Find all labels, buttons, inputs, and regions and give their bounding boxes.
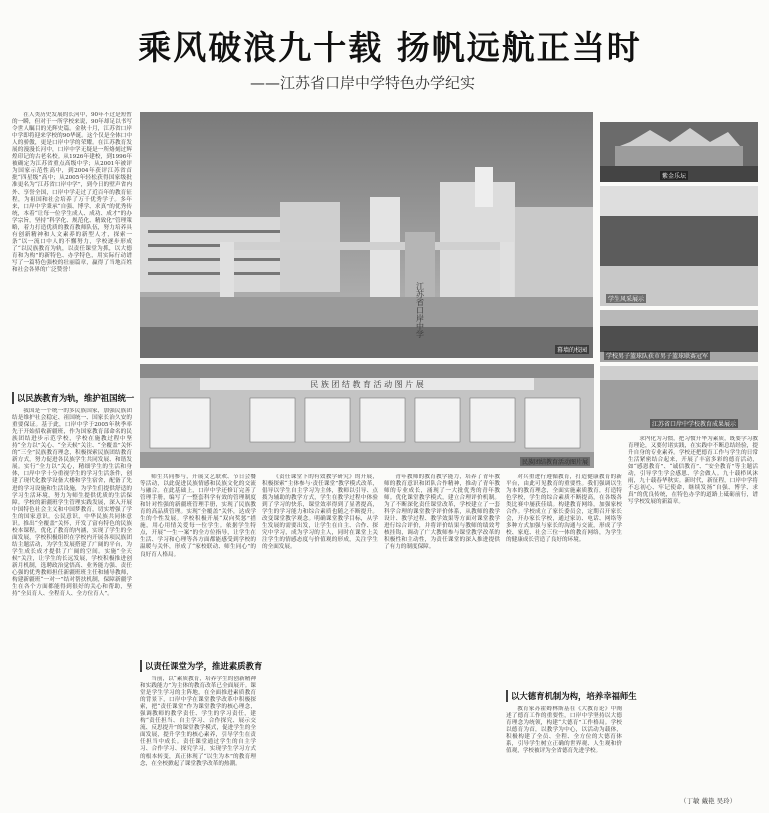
basketball-photo-caption: 学校男子篮球队获市男子篮球联赛冠军 [606, 353, 709, 360]
intro-text-column [12, 112, 132, 380]
body-column-5 [506, 474, 622, 684]
section-paragraph: 当前，以“素质教育，培养学生的创新精神和实践能力”为主体的教育改革已全面展开。课堂是学生学习的主阵地，在全面推进素质教育的背景下，口岸中学在课堂教学改革中积极探索，把“责任课堂”作为课堂教学的核心理念，强调教师的教学责任、学生的学习责任，建构“责任担当、自主学习、合作探究、展示交流、反思提升”的课堂教学模式，促进学生的全面发展，提升学生的核心素养，引导学生在责任担当中成长。责任课堂通过学生的自主学习、合作学习、探究学习，实现学生学习方式的根本转变，真正体现了“以生为本”的教育理念，在全校掀起了课堂教学改革的热潮。 [140, 676, 256, 767]
students-photo [600, 186, 758, 306]
body-paragraph: 求内化为习惯，把习惯升华为素质，既要学习教育理论，又要付诸实践，在实践中不断总结经验，提升自身的专业素养。学校还把德育工作与学生的日常生活紧密结合起来，开展了丰富多彩的德育活动，如“感恩教育”、“诚信教育”、“安全教育”等主题活动，引导学生学会感恩、学会做人。九十载栉风沐雨，九十载春华秋实。新时代，新征程，口岸中学将不忘初心、牢记使命，继续发扬“自强、博学、求真”的优良传统，在特色办学的道路上砥砺前行，谱写学校发展的新篇章。 [628, 436, 758, 506]
achievement-photo-caption: 江苏省口岸中学校教育成果展示 [652, 421, 737, 428]
section-paragraph: 我国是一个统一的多民族国家，加强民族团结是维护社会稳定、祖国统一、国家长治久安的重要保证。基于此，口岸中学于2005年秋季率先于开始招收新疆班，作为国家教育部命名的民族团结进步示范学校，学校在施教过程中坚持“全力以”关心、“全天候”关注、“全覆盖”关怀的“三全”民族教育理念，积极探索民族团结教育新方式，努力促进各民族学生共同发展、和谐发展。实行“全力以”关心，精细学生的生活和身体，口岸中学十分重视学生的学习生活条件，创建了现代化教学设备大楼和学生宿舍，配备了先进的学习设施和生活设施，为学生们提供舒适的学习生活环境，努力为师生提供优质的生活保障。学校的新疆班学生管理实践发展，深入开展中国特色社会主义和中国梦教育，切实增强了学生的国家意识。公民意识，中华民族共同体意识。推出“全覆盖”关怀，开发了富有特色的民族校本课程，优化了教育的内涵，实现了学生的全面发展，学校积极组织在学校内开展各项民族团结主题活动，为学生发展搭建了广阔的平台，为学生成长成才提供了广阔的空间。实施“全天候”关注，让学生的长远发展，学校积极推进创新月机制，选聘政治觉悟高、业务能力强、责任心强的优秀教师担任新疆班班主任和辅导教师，构建新疆班“一对一”结对帮扶机制，保障新疆学生在各个方面都能得到很好的关心和帮助，坚持“全员育人、全程育人、全方位育人”。 [12, 408, 132, 598]
students-photo-caption: 学生风采展示 [608, 296, 645, 303]
achievement-photo [600, 366, 758, 430]
section-heading-moral-education: 以大德育机制为构，培养幸福师生 [506, 690, 637, 702]
intro-paragraph: 在人类历史发展的长河中，90年不过是短暂的一瞬，但对于一所学校来说，90年却足以书写令世人瞩目的光辉史篇。金秋十月，江苏省口岸中学即将迎来学校的90华诞。这个仅是全体口中人的骄傲，更是口岸中学的荣耀。在江苏教育发展的漫漫长河中，口岸中学无疑是一所烙刻过辉煌印记的古老名校。从1926年建校，到1996年被确定为江苏省重点高级中学；从2001年被评为国家示范性高中，到2004年获评江苏省首批“四星级”高中；从2005年轻松获得国家级批准更名为“江苏省口岸中学”，到今日的壁声省内外、享誉全国，口岸中学走过了近百年的教育征程，为祖国和社会培养了万千优秀学子。多年来，口岸中学秉承“自强、博学、求真”的优秀传统，本着“让每一位学生成人、成功、成才”的办学宗旨，坚持“科学化、规范化、精致化”管理策略，着力打造优质的教育教师队伍，努力培养具有创新精神和人文素养的新型人才，探索一条“以一流口中人的不懈努力，学校逐步形成了“以民族教育为轨，以责任课堂为抓，以大德育和为构”的新特色、办学特色，用实际行动谱写了一篇特色强校的壮丽篇章，赢得了当地百姓和社会各界的广泛赞誉！ [12, 112, 132, 274]
exhibit-photo [140, 364, 594, 468]
students-illustration [600, 186, 758, 306]
campus-photo [140, 112, 593, 358]
page-title: 乘风破浪九十载 扬帆远航正当时 [138, 28, 642, 67]
gate-sign: 江苏省口岸中学 [415, 282, 425, 338]
basketball-photo [600, 310, 758, 362]
section-heading-responsibility-classroom: 以责任课堂为学，推进素质教育 [140, 660, 262, 672]
stage-photo-caption: 紫金乐坛 [662, 173, 687, 180]
body-column-3 [262, 474, 378, 804]
section-paragraph: 教育家苏霍姆林斯基在《大教育论》中阐述了德育工作的重要性，口岸中学坚持以大德育理念为统领，构建“大德育”工作格局。学校以德育为首，以教学为中心，以活动为载体，积极构建了全员、全程、全方位的大德育体系，引导学生树立正确的世界观、人生观和价值观，学校被评为全省德育先进学校。 [506, 706, 622, 755]
body-paragraph: 师生共同参与，开展文艺联欢、节日会餐等活动，以此促进民族情感和民族文化的交流与融合。在此基础上，口岸中学还修订完善了管理手册，编写了一整套科学有效的管理制度和针对性强的新疆班管理手册，实现了民族教育的高品质管理。实现“全覆盖”关怀，达成学生的个性发展。学校积极开展“双向奖惩”措施，用心用情关爱每一位学生。依据学生特点，开展“一生一案”的全方位指导，让学生在生活、学习和心理等各方面都能感受到学校的温暖与关怀，形成了“家校联动、师生同心”的良好育人格局。 [140, 474, 256, 558]
body-paragraph: 《责任课堂下的有效教学研究》的开展，积极探索“主体参与·责任课堂”教学模式改革，倡导以学生自主学习为主体，教师以引导、点拨为辅助的教学方式，学生在教学过程中体验到了学习的快乐，课堂效率得到了显著提高，学生的学习能力和综合素质也随之不断提升。改变课堂教学观念。明确课堂教学目标，从学生发展的需要出发，让学生在自主、合作、探究中学习，成为学习的主人，同时在课堂上关注学生的情感态度与价值观的形成，关注学生的全面发展。 [262, 474, 378, 551]
body-paragraph: 青年教师的教育教学能力，培养了青年教师的教育意识和团队合作精神，推动了青年教师的专业成长，涌现了一大批优秀的青年教师。优化课堂教学模式，建立合理评价机制。为了不断深化责任课堂改革，学校建立了一套科学合理的课堂教学评价体系，从教师的教学设计、教学过程、教学效果等方面对课堂教学进行综合评价，并将评价结果与教师的绩效考核挂钩，调动了广大教师参与课堂教学改革的积极性和主动性，为责任课堂的深入推进提供了有力的制度保障。 [384, 474, 500, 551]
section-moral-education-text [506, 706, 622, 804]
page-subtitle: ——江苏省口岸中学特色办学纪实 [250, 74, 476, 92]
exhibit-illustration [140, 364, 594, 468]
stage-photo [600, 122, 758, 182]
campus-photo-caption: 幕墙的校园 [556, 347, 587, 354]
body-column-6 [628, 436, 758, 792]
body-paragraph: 对兵重进行遵循教育，打造健康教育的新平台，由此可见教育的重要性。我们强调以生为本的教育理念，全面实施素质教育，打造特色学校，学生的综合素质不断提高，在各级各类比赛中屡获佳绩。构建教育网络，加强家校合作。学校成立了家长委员会，定期召开家长会，开办家长学校，通过家访、电话、网络等多种方式加强与家长的沟通与交流，形成了学校、家庭、社会三位一体的教育网络，为学生的健康成长营造了良好的环境。 [506, 474, 622, 544]
body-column-4 [384, 474, 500, 804]
campus-illustration [140, 112, 593, 358]
exhibit-banner: 民 族 团 结 教 育 活 动 图 片 展 [310, 380, 424, 389]
section-heading-ethnic-education: 以民族教育为轨，维护祖国统一 [12, 392, 134, 404]
body-column-2 [140, 474, 256, 656]
section-ethnic-education-text [12, 408, 132, 803]
section-responsibility-classroom-text [140, 676, 256, 804]
author-credit: （丁敏 戴艳 吴玲） [680, 797, 737, 805]
exhibit-photo-caption: 民族团结教育活动图片展 [521, 459, 588, 466]
